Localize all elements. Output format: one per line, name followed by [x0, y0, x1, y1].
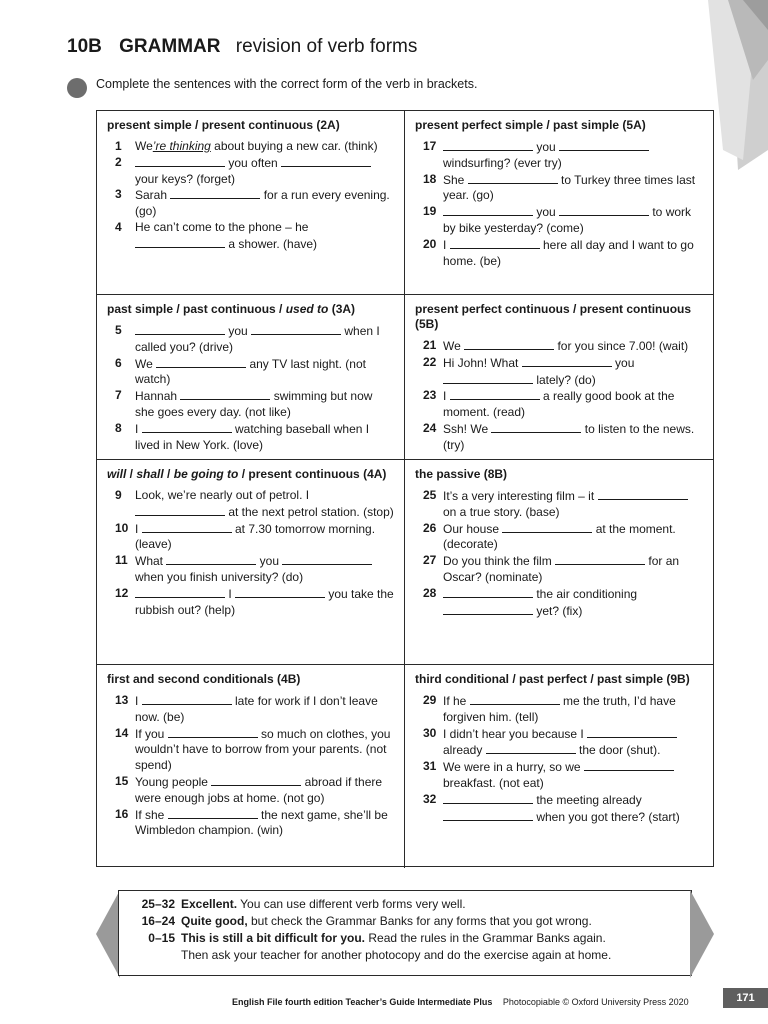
- item-text-part: Look, we’re nearly out of petrol. I: [135, 488, 310, 502]
- answer-blank[interactable]: [443, 792, 533, 804]
- score-level: Quite good,: [181, 914, 248, 928]
- item-number: 15: [115, 773, 129, 788]
- item-number: 20: [423, 236, 437, 251]
- score-arrow-left-icon: [96, 890, 120, 978]
- item-text: [135, 807, 394, 840]
- answer-blank[interactable]: [168, 726, 258, 738]
- item-number: 14: [115, 725, 129, 740]
- score-description: Read the rules in the Grammar Banks again.: [365, 931, 606, 945]
- item-text-part: when you finish university? (do): [135, 569, 304, 584]
- item-number: 29: [423, 693, 437, 707]
- section-title-part: /: [163, 467, 174, 481]
- item-text: [135, 726, 394, 774]
- item-text: [135, 774, 394, 807]
- exercise-item: [107, 421, 394, 454]
- answer-blank[interactable]: [142, 693, 232, 705]
- item-text-part: late for work if I don’t leave now. (be): [135, 694, 378, 724]
- item-text-part: the next game, she’ll be Wimbledon champion. (win): [135, 807, 388, 838]
- section-title: first and second conditionals (4B): [107, 672, 301, 686]
- exercise-item: [415, 338, 703, 355]
- answer-blank[interactable]: [587, 726, 677, 738]
- item-text-part: We: [443, 339, 465, 353]
- item-text: [443, 204, 703, 237]
- item-number: 16: [115, 806, 129, 821]
- item-number: 17: [423, 139, 437, 153]
- item-text: [135, 220, 394, 253]
- item-text-part: I: [135, 521, 142, 536]
- footer-book-title: English File fourth edition Teacher’s Guide Intermediate Plus: [232, 997, 493, 1007]
- item-number: 31: [423, 759, 437, 774]
- item-text-part: breakfast. (not eat): [443, 775, 544, 790]
- item-text-part: windsurfing? (ever try): [443, 155, 562, 170]
- item-number: 32: [423, 791, 437, 806]
- item-text-part: at 7.30 tomorrow morning. (leave): [135, 521, 376, 552]
- item-text-part: to Turkey three times last year. (go): [443, 172, 696, 203]
- section-title-part: used to: [285, 302, 329, 316]
- item-text-part: when I called you? (drive): [135, 324, 380, 354]
- answer-blank[interactable]: [464, 338, 554, 350]
- answer-blank[interactable]: [502, 521, 592, 533]
- item-number: 18: [423, 171, 437, 186]
- item-text-part: the air conditioning: [533, 586, 638, 601]
- item-number: 12: [115, 585, 129, 600]
- exercise-section: [97, 295, 405, 460]
- answer-blank[interactable]: [468, 172, 558, 184]
- answer-blank[interactable]: [486, 742, 576, 754]
- item-text-part: I: [443, 389, 450, 404]
- item-text-part: We: [135, 139, 153, 153]
- exercise-item: [415, 521, 703, 554]
- item-number: 27: [423, 553, 437, 568]
- item-text-part: for an Oscar? (nominate): [443, 554, 680, 584]
- exercise-section: [405, 665, 713, 868]
- item-number: 24: [423, 420, 437, 435]
- item-number: 4: [115, 219, 122, 234]
- exercise-item: [107, 356, 394, 389]
- score-range: 0–15: [148, 931, 175, 945]
- item-text-part: He can’t come to the phone – he: [135, 219, 309, 234]
- score-row: [127, 896, 683, 913]
- score-box: [118, 890, 692, 976]
- section-title-part: / present continuous (4A): [238, 467, 387, 481]
- item-number: 21: [423, 338, 437, 352]
- exercise-item: [415, 421, 703, 454]
- item-text-part: for a run every evening. (go): [135, 188, 390, 219]
- item-text: [135, 187, 394, 220]
- item-text-part: If you: [135, 726, 168, 741]
- exercise-item: [415, 586, 703, 620]
- item-text-part: Hi John! What: [443, 355, 522, 370]
- exercise-item: [107, 553, 394, 586]
- instruction-text: Complete the sentences with the correct form of the verb in brackets.: [96, 77, 478, 91]
- item-number: 2: [115, 154, 122, 169]
- score-row: [127, 947, 683, 964]
- answer-blank[interactable]: [450, 237, 540, 249]
- answer-blank[interactable]: [443, 204, 533, 216]
- exercise-item: [415, 355, 703, 389]
- item-text-part: I didn’t hear you because I: [443, 726, 588, 741]
- exercise-section: [405, 111, 713, 295]
- item-text-part: any TV last night. (not watch): [135, 356, 366, 387]
- item-number: 7: [115, 388, 122, 403]
- item-text-part: a really good book at the moment. (read): [443, 389, 675, 420]
- exercise-grid: [96, 110, 714, 867]
- item-text-part: when you got there? (start): [533, 809, 680, 824]
- item-text: [443, 139, 703, 172]
- answer-blank[interactable]: [443, 372, 533, 384]
- score-panel: [96, 890, 714, 978]
- item-text-part: What: [135, 554, 167, 569]
- item-text-part: yet? (fix): [533, 603, 583, 618]
- answer-blank[interactable]: [491, 421, 581, 433]
- item-text-part: Our house: [443, 521, 503, 536]
- exercise-item: [107, 220, 394, 253]
- item-text: [135, 139, 394, 155]
- item-number: 9: [115, 488, 122, 502]
- answer-blank[interactable]: [555, 553, 645, 565]
- item-text-part: you: [533, 205, 560, 220]
- item-number: 8: [115, 420, 122, 435]
- exercise-item: [415, 388, 703, 421]
- exercise-item: [415, 726, 703, 760]
- item-text-part: you: [533, 140, 560, 154]
- item-text: [443, 421, 703, 454]
- exercise-item: [107, 488, 394, 521]
- section-title: the passive (8B): [415, 467, 508, 481]
- instruction-bullet-icon: [67, 78, 87, 98]
- exercise-item: [107, 388, 394, 421]
- item-text-part: on a true story. (base): [443, 504, 560, 519]
- lesson-code: 10B: [67, 36, 102, 57]
- page-number: 171: [723, 988, 768, 1008]
- exercise-item: [415, 172, 703, 205]
- exercise-item: [107, 726, 394, 774]
- item-text: [443, 355, 703, 389]
- item-text: [443, 521, 703, 554]
- item-text-part: so much on clothes, you wouldn’t have to borrow from your parents. (not spend): [135, 726, 391, 773]
- item-number: 11: [115, 553, 128, 568]
- item-text-part: you: [225, 324, 252, 338]
- exercise-item: [415, 792, 703, 826]
- section-title-part: /: [126, 467, 137, 481]
- answer-blank[interactable]: [135, 236, 225, 248]
- footer-copyright: Photocopiable © Oxford University Press 2020: [502, 997, 689, 1007]
- answer-blank[interactable]: [559, 139, 649, 151]
- item-text-part: the door (shut).: [575, 743, 661, 758]
- score-level: This is still a bit difficult for you.: [181, 931, 366, 945]
- item-text-part: to listen to the news. (try): [443, 421, 695, 452]
- item-number: 5: [115, 323, 122, 337]
- exercise-item: [415, 488, 703, 521]
- score-range: [127, 947, 181, 964]
- answer-blank[interactable]: [443, 139, 533, 151]
- item-text-part: you take the rubbish out? (help): [135, 586, 394, 617]
- item-number: 3: [115, 187, 122, 202]
- item-number: 6: [115, 355, 122, 370]
- exercise-item: [107, 586, 394, 619]
- section-title: [107, 302, 394, 317]
- section-title: present simple / present continuous (2A): [107, 118, 340, 132]
- exercise-item: [107, 521, 394, 554]
- score-description: Then ask your teacher for another photocopy and do the exercise again at home.: [181, 948, 612, 962]
- score-description: but check the Grammar Banks for any forms that you got wrong.: [247, 914, 592, 928]
- item-number: 19: [423, 204, 437, 219]
- item-text: [135, 388, 394, 421]
- item-text: [135, 521, 394, 554]
- exercise-item: [107, 155, 394, 188]
- section-title-part: (3A): [328, 302, 356, 316]
- item-text-part: Do you think the film: [443, 554, 556, 569]
- item-text: [443, 792, 703, 826]
- exercise-section: [97, 665, 405, 868]
- item-number: 26: [423, 520, 437, 535]
- item-text: [135, 155, 394, 188]
- exercise-item: [107, 807, 394, 840]
- item-text-part: If he: [443, 694, 470, 708]
- item-text-part: a shower. (have): [225, 236, 318, 251]
- section-title: [107, 467, 394, 482]
- item-text-part: Young people: [135, 774, 212, 789]
- lesson-subtitle: revision of verb forms: [235, 36, 418, 57]
- exercise-item: [415, 139, 703, 172]
- answer-blank[interactable]: [235, 586, 325, 598]
- answer-blank[interactable]: [281, 155, 371, 167]
- item-text-part: you: [611, 355, 635, 370]
- item-text-part: I: [135, 694, 142, 708]
- score-text: [181, 930, 606, 947]
- item-text-part: to work by bike yesterday? (come): [443, 205, 692, 235]
- item-text-part: lately? (do): [533, 372, 596, 387]
- answer-blank[interactable]: [282, 553, 372, 565]
- example-answer: ’re thinking: [152, 139, 211, 153]
- answer-blank[interactable]: [135, 155, 225, 167]
- exercise-item: [107, 774, 394, 807]
- item-text: [443, 693, 703, 726]
- item-number: 30: [423, 725, 437, 740]
- answer-blank[interactable]: [142, 521, 232, 533]
- exercise-item: [415, 759, 703, 792]
- answer-blank[interactable]: [522, 355, 612, 367]
- item-text-part: already: [443, 743, 486, 758]
- answer-blank[interactable]: [559, 204, 649, 216]
- item-text-part: for you since 7.00! (wait): [554, 339, 689, 353]
- item-text-part: She: [443, 172, 468, 187]
- item-text-part: We were in a hurry, so we: [443, 760, 584, 775]
- page-title: [67, 36, 417, 58]
- answer-blank[interactable]: [168, 807, 258, 819]
- item-text: [443, 388, 703, 421]
- exercise-item: [415, 693, 703, 726]
- item-text: [135, 553, 394, 586]
- item-text: [443, 759, 703, 792]
- item-text-part: me the truth, I’d have forgiven him. (tell): [443, 694, 676, 724]
- item-text-part: at the next petrol station. (stop): [225, 504, 394, 519]
- answer-blank[interactable]: [443, 603, 533, 615]
- exercise-item: [415, 204, 703, 237]
- item-number: 13: [115, 693, 129, 707]
- exercise-section: [405, 460, 713, 665]
- answer-blank[interactable]: [443, 586, 533, 598]
- item-text-part: you: [256, 554, 283, 569]
- item-text-part: at the moment. (decorate): [443, 521, 676, 552]
- item-text-part: It’s a very interesting film – it: [443, 489, 598, 503]
- item-text-part: the meeting already: [533, 792, 642, 807]
- section-title-part: will: [107, 467, 127, 481]
- section-title-part: be going to: [173, 467, 239, 481]
- item-text-part: I: [135, 421, 142, 436]
- score-row: [127, 913, 683, 930]
- exercise-item: [107, 187, 394, 220]
- item-number: 10: [115, 520, 129, 535]
- item-text: [135, 586, 394, 619]
- item-text: [443, 488, 703, 521]
- item-number: 23: [423, 388, 437, 403]
- item-text: [443, 172, 703, 205]
- item-text-part: Hannah: [135, 389, 181, 404]
- item-text-part: We: [135, 356, 157, 371]
- item-text: [135, 488, 394, 521]
- exercise-item: [107, 139, 394, 155]
- item-text-part: your keys? (forget): [135, 171, 236, 186]
- item-text: [443, 338, 703, 355]
- item-number: 22: [423, 354, 437, 369]
- answer-blank[interactable]: [142, 421, 232, 433]
- item-text-part: If she: [135, 807, 168, 822]
- answer-blank[interactable]: [470, 693, 560, 705]
- item-text-part: swimming but now she goes every day. (not like): [135, 389, 373, 419]
- item-text-part: you often: [225, 155, 282, 170]
- answer-blank[interactable]: [443, 809, 533, 821]
- section-title: third conditional / past perfect / past simple (9B): [415, 672, 690, 686]
- item-number: 28: [423, 585, 437, 600]
- exercise-section: [405, 295, 713, 460]
- item-text: [135, 356, 394, 389]
- exercise-item: [107, 323, 394, 356]
- exercise-section: [97, 460, 405, 665]
- section-title-part: shall: [136, 467, 164, 481]
- item-text: [443, 237, 703, 270]
- exercise-section: [97, 111, 405, 295]
- item-text-part: about buying a new car. (think): [210, 139, 378, 153]
- lesson-kind: GRAMMAR: [119, 36, 221, 57]
- answer-blank[interactable]: [170, 187, 260, 199]
- item-text: [443, 726, 703, 760]
- score-text: [181, 947, 611, 964]
- footer: [232, 997, 689, 1007]
- score-text: [181, 913, 592, 930]
- answer-blank[interactable]: [251, 323, 341, 335]
- item-number: 25: [423, 488, 437, 502]
- item-text-part: I: [443, 237, 450, 252]
- item-text-part: here all day and I want to go home. (be): [443, 237, 694, 268]
- item-text: [443, 553, 703, 586]
- section-title: present perfect simple / past simple (5A): [415, 118, 646, 132]
- item-text-part: I: [225, 586, 236, 601]
- score-level: Excellent.: [181, 897, 238, 911]
- score-range: 25–32: [141, 897, 175, 911]
- item-number: 1: [115, 139, 122, 153]
- answer-blank[interactable]: [135, 586, 225, 598]
- item-text-part: abroad if there were enough jobs at home. (not go): [135, 774, 383, 805]
- score-text: [181, 896, 466, 913]
- score-row: [127, 930, 683, 947]
- answer-blank[interactable]: [584, 759, 674, 771]
- item-text-part: watching baseball when I lived in New York. (love): [135, 421, 370, 452]
- answer-blank[interactable]: [135, 323, 225, 335]
- item-text: [135, 693, 394, 726]
- section-title-part: past simple / past continuous /: [107, 302, 286, 316]
- answer-blank[interactable]: [450, 388, 540, 400]
- item-text: [135, 323, 394, 356]
- answer-blank[interactable]: [166, 553, 256, 565]
- answer-blank[interactable]: [156, 356, 246, 368]
- answer-blank[interactable]: [135, 504, 225, 516]
- exercise-item: [107, 693, 394, 726]
- item-text-part: Sarah: [135, 188, 171, 203]
- answer-blank[interactable]: [598, 488, 688, 500]
- answer-blank[interactable]: [211, 774, 301, 786]
- item-text: [135, 421, 394, 454]
- exercise-item: [415, 553, 703, 586]
- score-arrow-right-icon: [690, 890, 714, 978]
- exercise-item: [415, 237, 703, 270]
- score-range: 16–24: [141, 914, 175, 928]
- answer-blank[interactable]: [180, 388, 270, 400]
- item-text-part: Ssh! We: [443, 421, 492, 436]
- item-text: [443, 586, 703, 620]
- score-description: You can use different verb forms very well.: [237, 897, 466, 911]
- section-title: present perfect continuous / present continuous (5B): [415, 302, 692, 331]
